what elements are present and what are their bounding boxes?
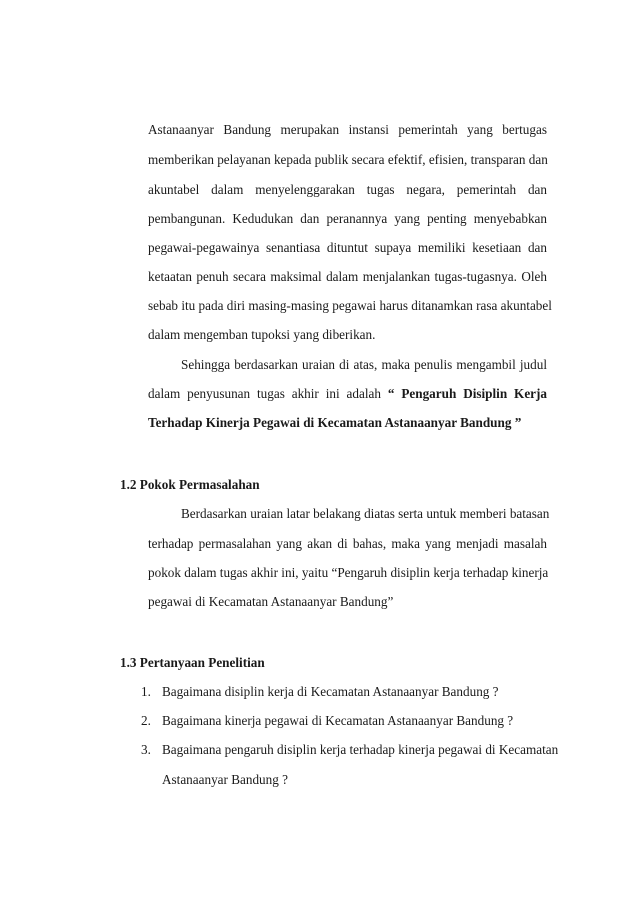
list-item-number: 2. <box>141 713 151 728</box>
paragraph-line: terhadap permasalahan yang akan di bahas, maka yang menjadi masalah <box>148 536 547 551</box>
paragraph-line: ketaatan penuh secara maksimal dalam menjalankan tugas-tugasnya. Oleh <box>148 269 547 284</box>
paragraph-line: Sehingga berdasarkan uraian di atas, maka penulis mengambil judul <box>181 357 547 372</box>
list-item: Bagaimana disiplin kerja di Kecamatan Astanaanyar Bandung ? <box>162 684 499 699</box>
paragraph-line: pegawai di Kecamatan Astanaanyar Bandung” <box>148 594 394 609</box>
section-heading-1-3: 1.3 Pertanyaan Penelitian <box>120 655 265 670</box>
paragraph-line: akuntabel dalam menyelenggarakan tugas negara, pemerintah dan <box>148 182 547 197</box>
paragraph-text: dalam penyusunan tugas akhir ini adalah <box>148 386 381 401</box>
list-item-number: 1. <box>141 684 151 699</box>
paragraph-line: sebab itu pada diri masing-masing pegawai harus ditanamkan rasa akuntabel <box>148 298 552 313</box>
list-item: Bagaimana pengaruh disiplin kerja terhadap kinerja pegawai di Kecamatan <box>162 742 559 757</box>
paragraph-line-mixed <box>148 385 547 403</box>
thesis-title-start: “ Pengaruh Disiplin Kerja <box>387 386 548 401</box>
paragraph-line: memberikan pelayanan kepada publik secara efektif, efisien, transparan dan <box>148 152 548 167</box>
section-heading-1-2: 1.2 Pokok Permasalahan <box>120 477 260 492</box>
paragraph-line: Berdasarkan uraian latar belakang diatas serta untuk memberi batasan <box>181 506 550 521</box>
list-item-number: 3. <box>141 742 151 757</box>
paragraph-line: pokok dalam tugas akhir ini, yaitu “Pengaruh disiplin kerja terhadap kinerja <box>148 565 549 580</box>
paragraph-line: dalam mengemban tupoksi yang diberikan. <box>148 327 376 342</box>
paragraph-line: Astanaanyar Bandung merupakan instansi pemerintah yang bertugas <box>148 122 547 137</box>
thesis-title-end: Terhadap Kinerja Pegawai di Kecamatan Astanaanyar Bandung ” <box>148 415 522 430</box>
paragraph-line: pegawai-pegawainya senantiasa dituntut supaya memiliki kesetiaan dan <box>148 240 547 255</box>
list-item-continuation: Astanaanyar Bandung ? <box>162 772 288 787</box>
paragraph-line: pembangunan. Kedudukan dan peranannya yang penting menyebabkan <box>148 211 547 226</box>
list-item: Bagaimana kinerja pegawai di Kecamatan Astanaanyar Bandung ? <box>162 713 514 728</box>
